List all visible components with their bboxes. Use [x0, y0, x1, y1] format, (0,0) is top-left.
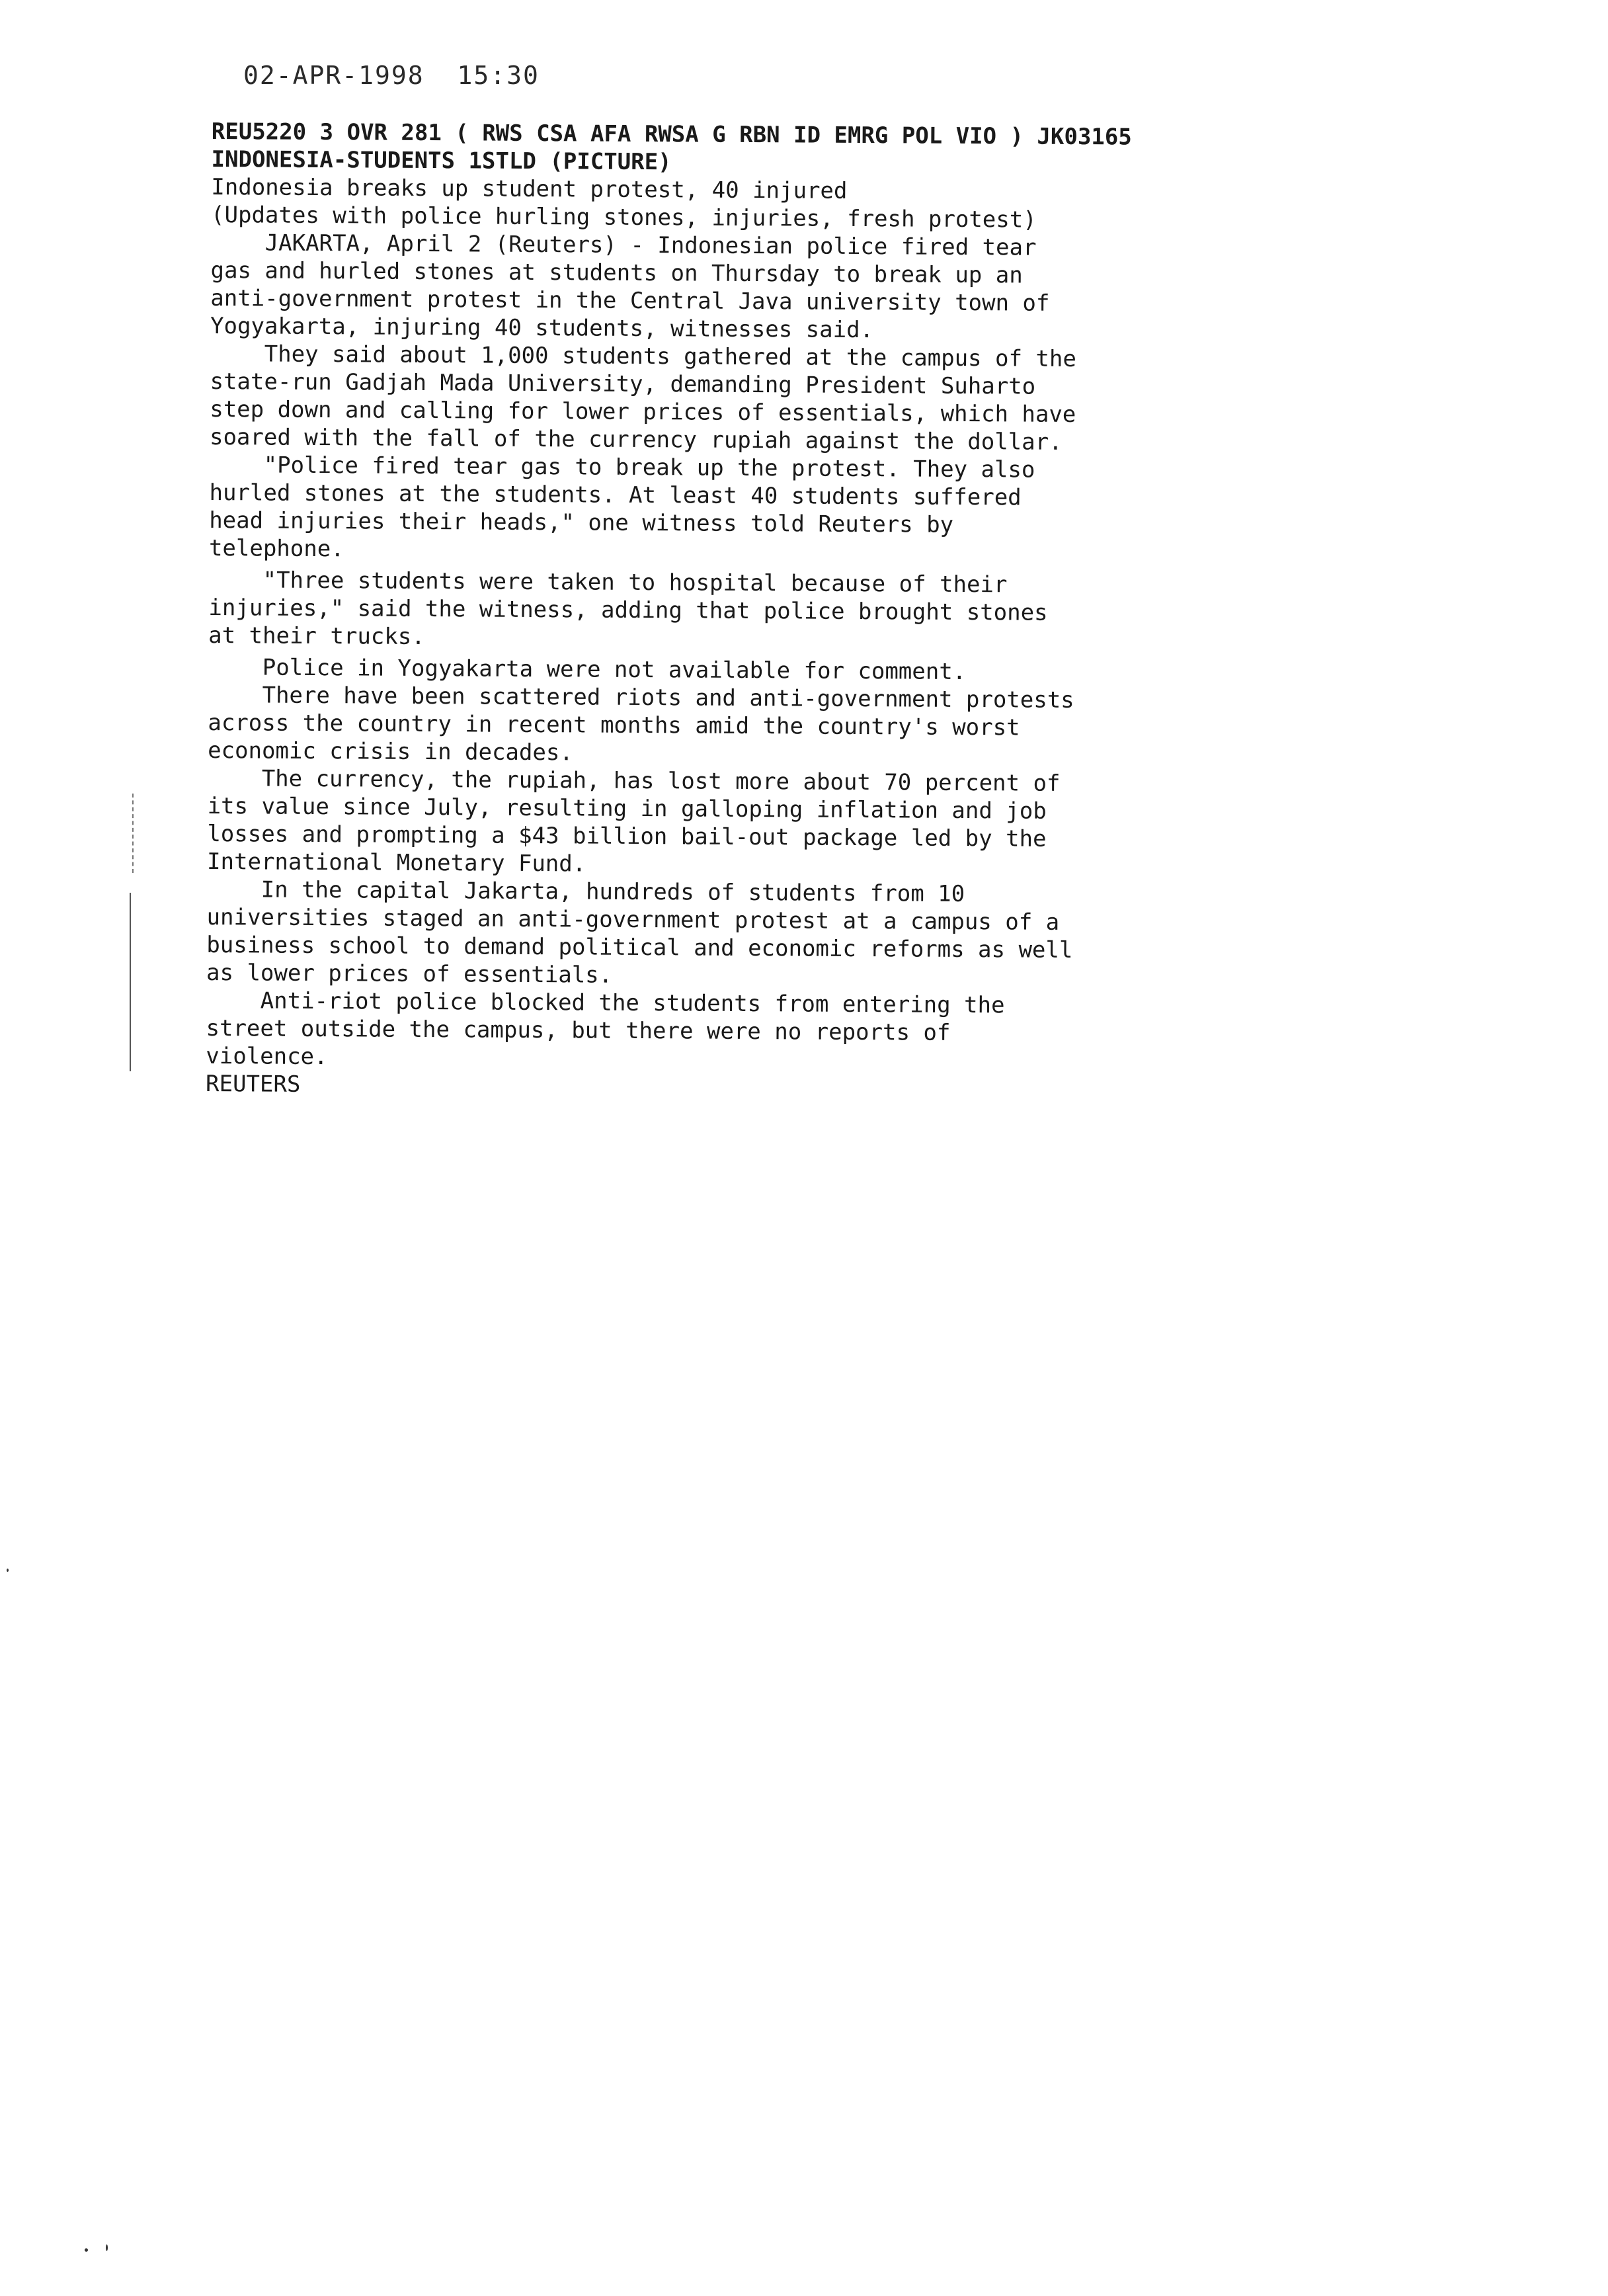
story-line: business school to demand political and economic reforms as well	[206, 931, 1073, 964]
story-line: There have been scattered riots and anti-government protests	[208, 681, 1074, 714]
signoff: REUTERS	[205, 1070, 301, 1098]
margin-scan-mark	[130, 893, 131, 1071]
story-line: street outside the campus, but there were no reports of	[206, 1014, 951, 1046]
story-line: Police in Yogyakarta were not available for comment.	[208, 653, 967, 685]
slug-line: INDONESIA-STUDENTS 1STLD (PICTURE)	[211, 145, 672, 176]
margin-scan-mark	[132, 794, 134, 873]
fax-timestamp	[243, 61, 540, 90]
story-line: step down and calling for lower prices of essentials, which have	[210, 395, 1076, 428]
story-line: its value since July, resulting in galloping inflation and job	[207, 792, 1047, 825]
story-line: at their trucks.	[208, 622, 425, 650]
story-line: injuries," said the witness, adding that police brought stones	[208, 594, 1048, 626]
fax-date: 02-APR-1998	[243, 61, 424, 90]
scan-speck	[85, 2248, 88, 2252]
story-line: losses and prompting a $43 billion bail-out package led by the	[207, 820, 1047, 852]
story-line: violence.	[206, 1042, 328, 1071]
fax-time: 15:30	[457, 61, 540, 90]
story-line: In the capital Jakarta, hundreds of students from 10	[206, 876, 965, 907]
story-line: JAKARTA, April 2 (Reuters) - Indonesian police fired tear	[210, 229, 1037, 261]
story-line: economic crisis in decades.	[208, 737, 573, 766]
story-line: Anti-riot police blocked the students from entering the	[206, 987, 1005, 1019]
story-line: universities staged an anti-government protest at a campus of a	[206, 903, 1060, 936]
story-line: telephone.	[208, 534, 344, 563]
routing-line: REU5220 3 OVR 281 ( RWS CSA AFA RWSA G RBN ID EMRG POL VIO ) JK03165	[211, 118, 1132, 151]
headline: Indonesia breaks up student protest, 40 injured	[211, 173, 848, 204]
story-line: state-run Gadjah Mada University, demanding President Suharto	[210, 368, 1036, 400]
story-line: They said about 1,000 students gathered at the campus of the	[210, 340, 1076, 372]
story-line: head injuries their heads," one witness told Reuters by	[209, 507, 954, 538]
story-line: "Three students were taken to hospital because of their	[208, 566, 1008, 598]
story-line: hurled stones at the students. At least 40 students suffered	[209, 479, 1022, 511]
story-line: soared with the fall of the currency rupiah against the dollar.	[209, 423, 1063, 456]
story-body	[206, 229, 1275, 1077]
scan-speck	[106, 2244, 108, 2251]
story-line: gas and hurled stones at students on Thursday to break up an	[210, 257, 1023, 289]
wire-story	[206, 118, 1276, 1104]
story-line: "Police fired tear gas to break up the protest. They also	[209, 451, 1035, 483]
story-line: International Monetary Fund.	[207, 848, 586, 878]
story-line: The currency, the rupiah, has lost more about 70 percent of	[207, 764, 1061, 797]
story-line: as lower prices of essentials.	[206, 959, 613, 989]
update-note: (Updates with police hurling stones, injuries, fresh protest)	[210, 201, 1037, 233]
story-line: Yogyakarta, injuring 40 students, witnesses said.	[210, 312, 874, 344]
story-line: anti-government protest in the Central Java university town of	[210, 284, 1050, 317]
story-line: across the country in recent months amid the country's worst	[208, 709, 1020, 741]
scan-speck	[7, 1569, 9, 1572]
